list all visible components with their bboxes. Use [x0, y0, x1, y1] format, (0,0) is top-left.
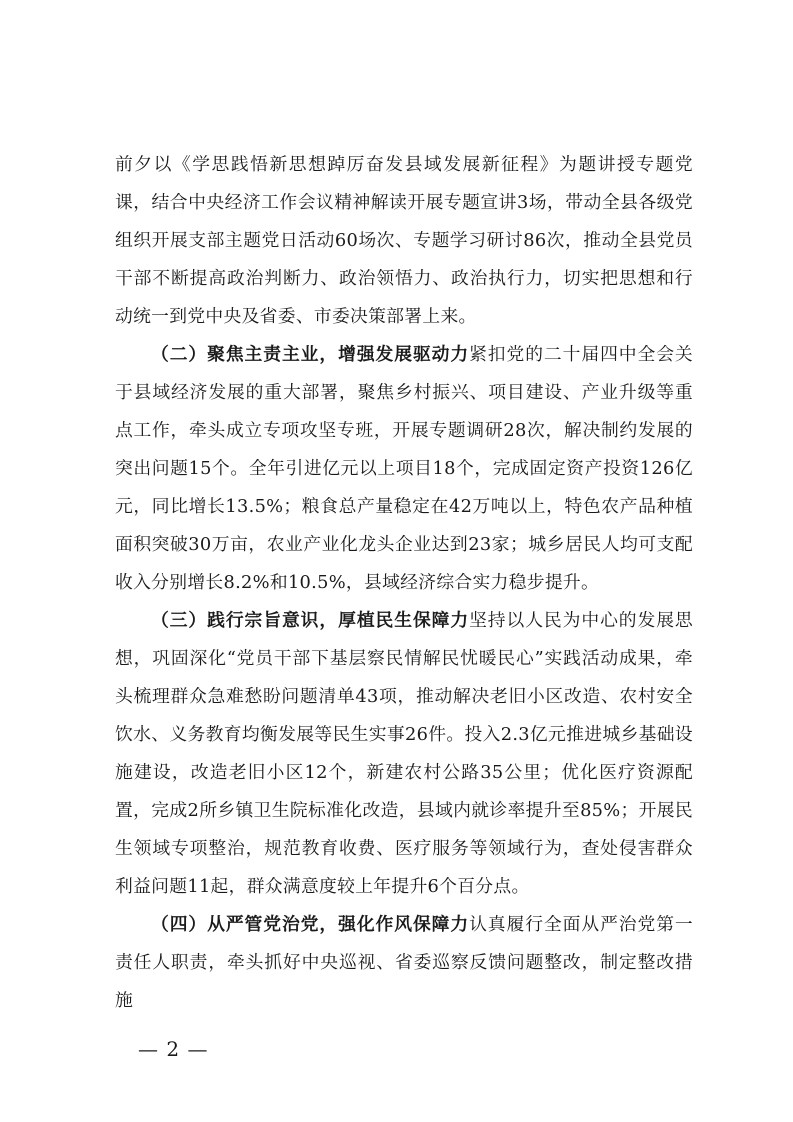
paragraph-3 [115, 602, 693, 906]
section-2-heading: （二）聚焦主责主业，增强发展驱动力 [151, 344, 470, 365]
paragraph-3-text: 坚持以人民为中心的发展思想，巩固深化“党员干部下基层察民情解民忧暖民心”实践活动成果，牵头梳理群众急难愁盼问题清单43项，推动解决老旧小区改造、农村安全饮水、义务教育均衡发展等民生实事26件。投入2.3亿元推进城乡基础设施建设，改造老旧小区12个，新建农村公路35公里；优化医疗资源配置，完成2所乡镇卫生院标准化改造，县域内就诊率提升至85%；开展民生领域专项整治，规范教育收费、医疗服务等领域行为，查处侵害群众利益问题11起，群众满意度较上年提升6个百分点。 [115, 610, 693, 897]
paragraph-2-text: 紧扣党的二十届四中全会关于县域经济发展的重大部署，聚焦乡村振兴、项目建设、产业升级等重点工作，牵头成立专项攻坚专班，开展专题调研28次，解决制约发展的突出问题15个。全年引进亿元以上项目18个，完成固定资产投资126亿元，同比增长13.5%；粮食总产量稳定在42万吨以上，特色农产品种植面积突破30万亩，农业产业化龙头企业达到23家；城乡居民人均可支配收入分别增长8.2%和10.5%，县域经济综合实力稳步提升。 [115, 344, 693, 593]
page-number: — 2 — [138, 1037, 209, 1061]
paragraph-4-text: 认真履行全面从严治党第一责任人职责，牵头抓好中央巡视、省委巡察反馈问题整改，制定整改措施 [115, 914, 693, 1011]
paragraph-2 [115, 336, 693, 602]
paragraph-1 [115, 146, 693, 336]
body-text [115, 146, 693, 1020]
section-4-heading: （四）从严管党治党，强化作风保障力 [151, 914, 470, 935]
paragraph-1-text: 前夕以《学思践悟新思想踔厉奋发县域发展新征程》为题讲授专题党课，结合中央经济工作会议精神解读开展专题宣讲3场，带动全县各级党组织开展支部主题党日活动60场次、专题学习研讨86次，推动全县党员干部不断提高政治判断力、政治领悟力、政治执行力，切实把思想和行动统一到党中央及省委、市委决策部署上来。 [115, 154, 693, 327]
paragraph-4 [115, 906, 693, 1020]
section-3-heading: （三）践行宗旨意识，厚植民生保障力 [151, 610, 470, 631]
